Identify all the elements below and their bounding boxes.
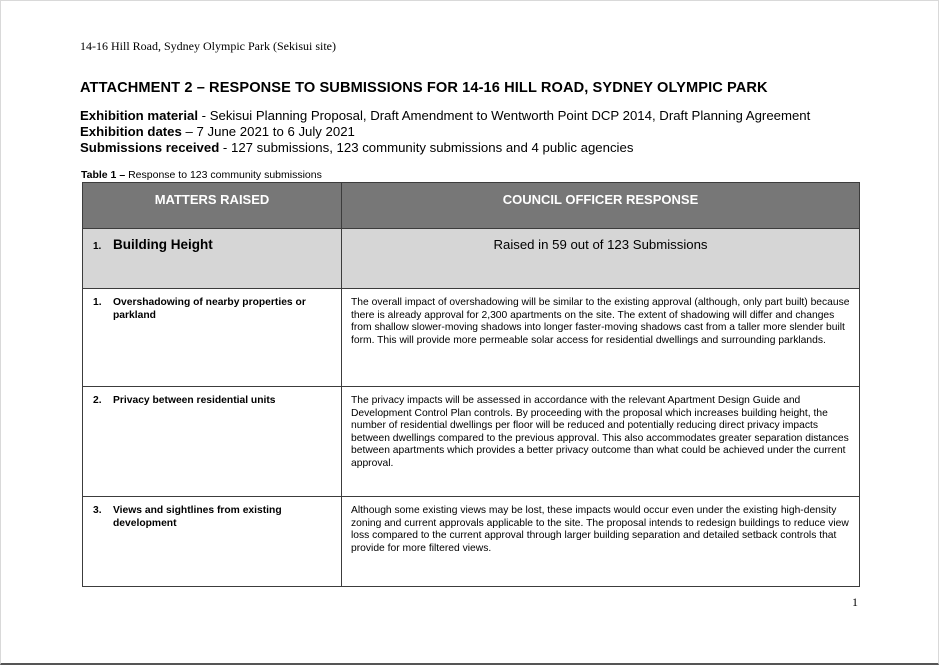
running-header: 14-16 Hill Road, Sydney Olympic Park (Sekisui site): [80, 39, 336, 53]
page-number: 1: [852, 595, 858, 609]
category-summary: Raised in 59 out of 123 Submissions: [342, 229, 860, 289]
table-caption-label: Table 1 –: [81, 169, 126, 181]
exhibition-material: [80, 108, 810, 124]
table-header-row: [83, 183, 860, 229]
category-cell: [83, 229, 342, 289]
submissions-received-value: - 127 submissions, 123 community submissions and 4 public agencies: [219, 140, 634, 155]
category-number: 1.: [93, 241, 102, 252]
submissions-received-label: Submissions received: [80, 140, 220, 155]
matter-number: 2.: [93, 395, 102, 406]
submissions-received: [80, 140, 633, 156]
table-caption: [81, 169, 322, 181]
exhibition-dates: [80, 124, 355, 140]
table-row: [83, 289, 860, 387]
column-header-response: COUNCIL OFFICER RESPONSE: [342, 183, 860, 229]
category-name: Building Height: [113, 237, 213, 252]
matter-cell: [83, 387, 342, 497]
matter-text: Views and sightlines from existing development: [113, 505, 282, 529]
exhibition-dates-label: Exhibition dates: [80, 124, 182, 139]
response-table: [82, 182, 860, 587]
matter-number: 1.: [93, 297, 102, 308]
exhibition-material-label: Exhibition material: [80, 108, 198, 123]
matter-text: Privacy between residential units: [113, 395, 276, 406]
matter-cell: [83, 497, 342, 587]
exhibition-dates-value: – 7 June 2021 to 6 July 2021: [181, 124, 355, 139]
category-row: [83, 229, 860, 289]
response-cell: Although some existing views may be lost, these impacts would occur even under the existing high-density zoning and current approvals applicable to the site. The proposal intends to redesign buildings to reduce view loss compared to the current approval through larger building separation and detailed setback controls that provide for more filtered views.: [342, 497, 860, 587]
response-cell: The overall impact of overshadowing will be similar to the existing approval (although, only part built) because there is already approval for 2,300 apartments on the site. The extent of shadowing will differ and changes from shallow slower-moving shadows into longer faster-moving shadows cast from a taller more slender built form. This will provide more permeable solar access for residential dwellings and surrounding parklands.: [342, 289, 860, 387]
exhibition-material-value: - Sekisui Planning Proposal, Draft Amendment to Wentworth Point DCP 2014, Draft Planning Agreement: [197, 108, 811, 123]
matter-cell: [83, 289, 342, 387]
table-row: [83, 497, 860, 587]
matter-text: Overshadowing of nearby properties or parkland: [113, 297, 306, 321]
matter-number: 3.: [93, 505, 102, 516]
column-header-matters: MATTERS RAISED: [83, 183, 342, 229]
table-row: [83, 387, 860, 497]
response-cell: The privacy impacts will be assessed in accordance with the relevant Apartment Design Guide and Development Control Plan controls. By proceeding with the proposal which increases building height, the number of residential dwellings per floor will be reduced and potentially reducing direct privacy impacts between dwellings compared to the previous approval. This also accommodates greater separation distances between apartments which provides a better privacy outcome than what could be achieved under the current approval.: [342, 387, 860, 497]
document-title: ATTACHMENT 2 – RESPONSE TO SUBMISSIONS FOR 14-16 HILL ROAD, SYDNEY OLYMPIC PARK: [80, 80, 768, 96]
table-caption-text: Response to 123 community submissions: [125, 169, 322, 181]
